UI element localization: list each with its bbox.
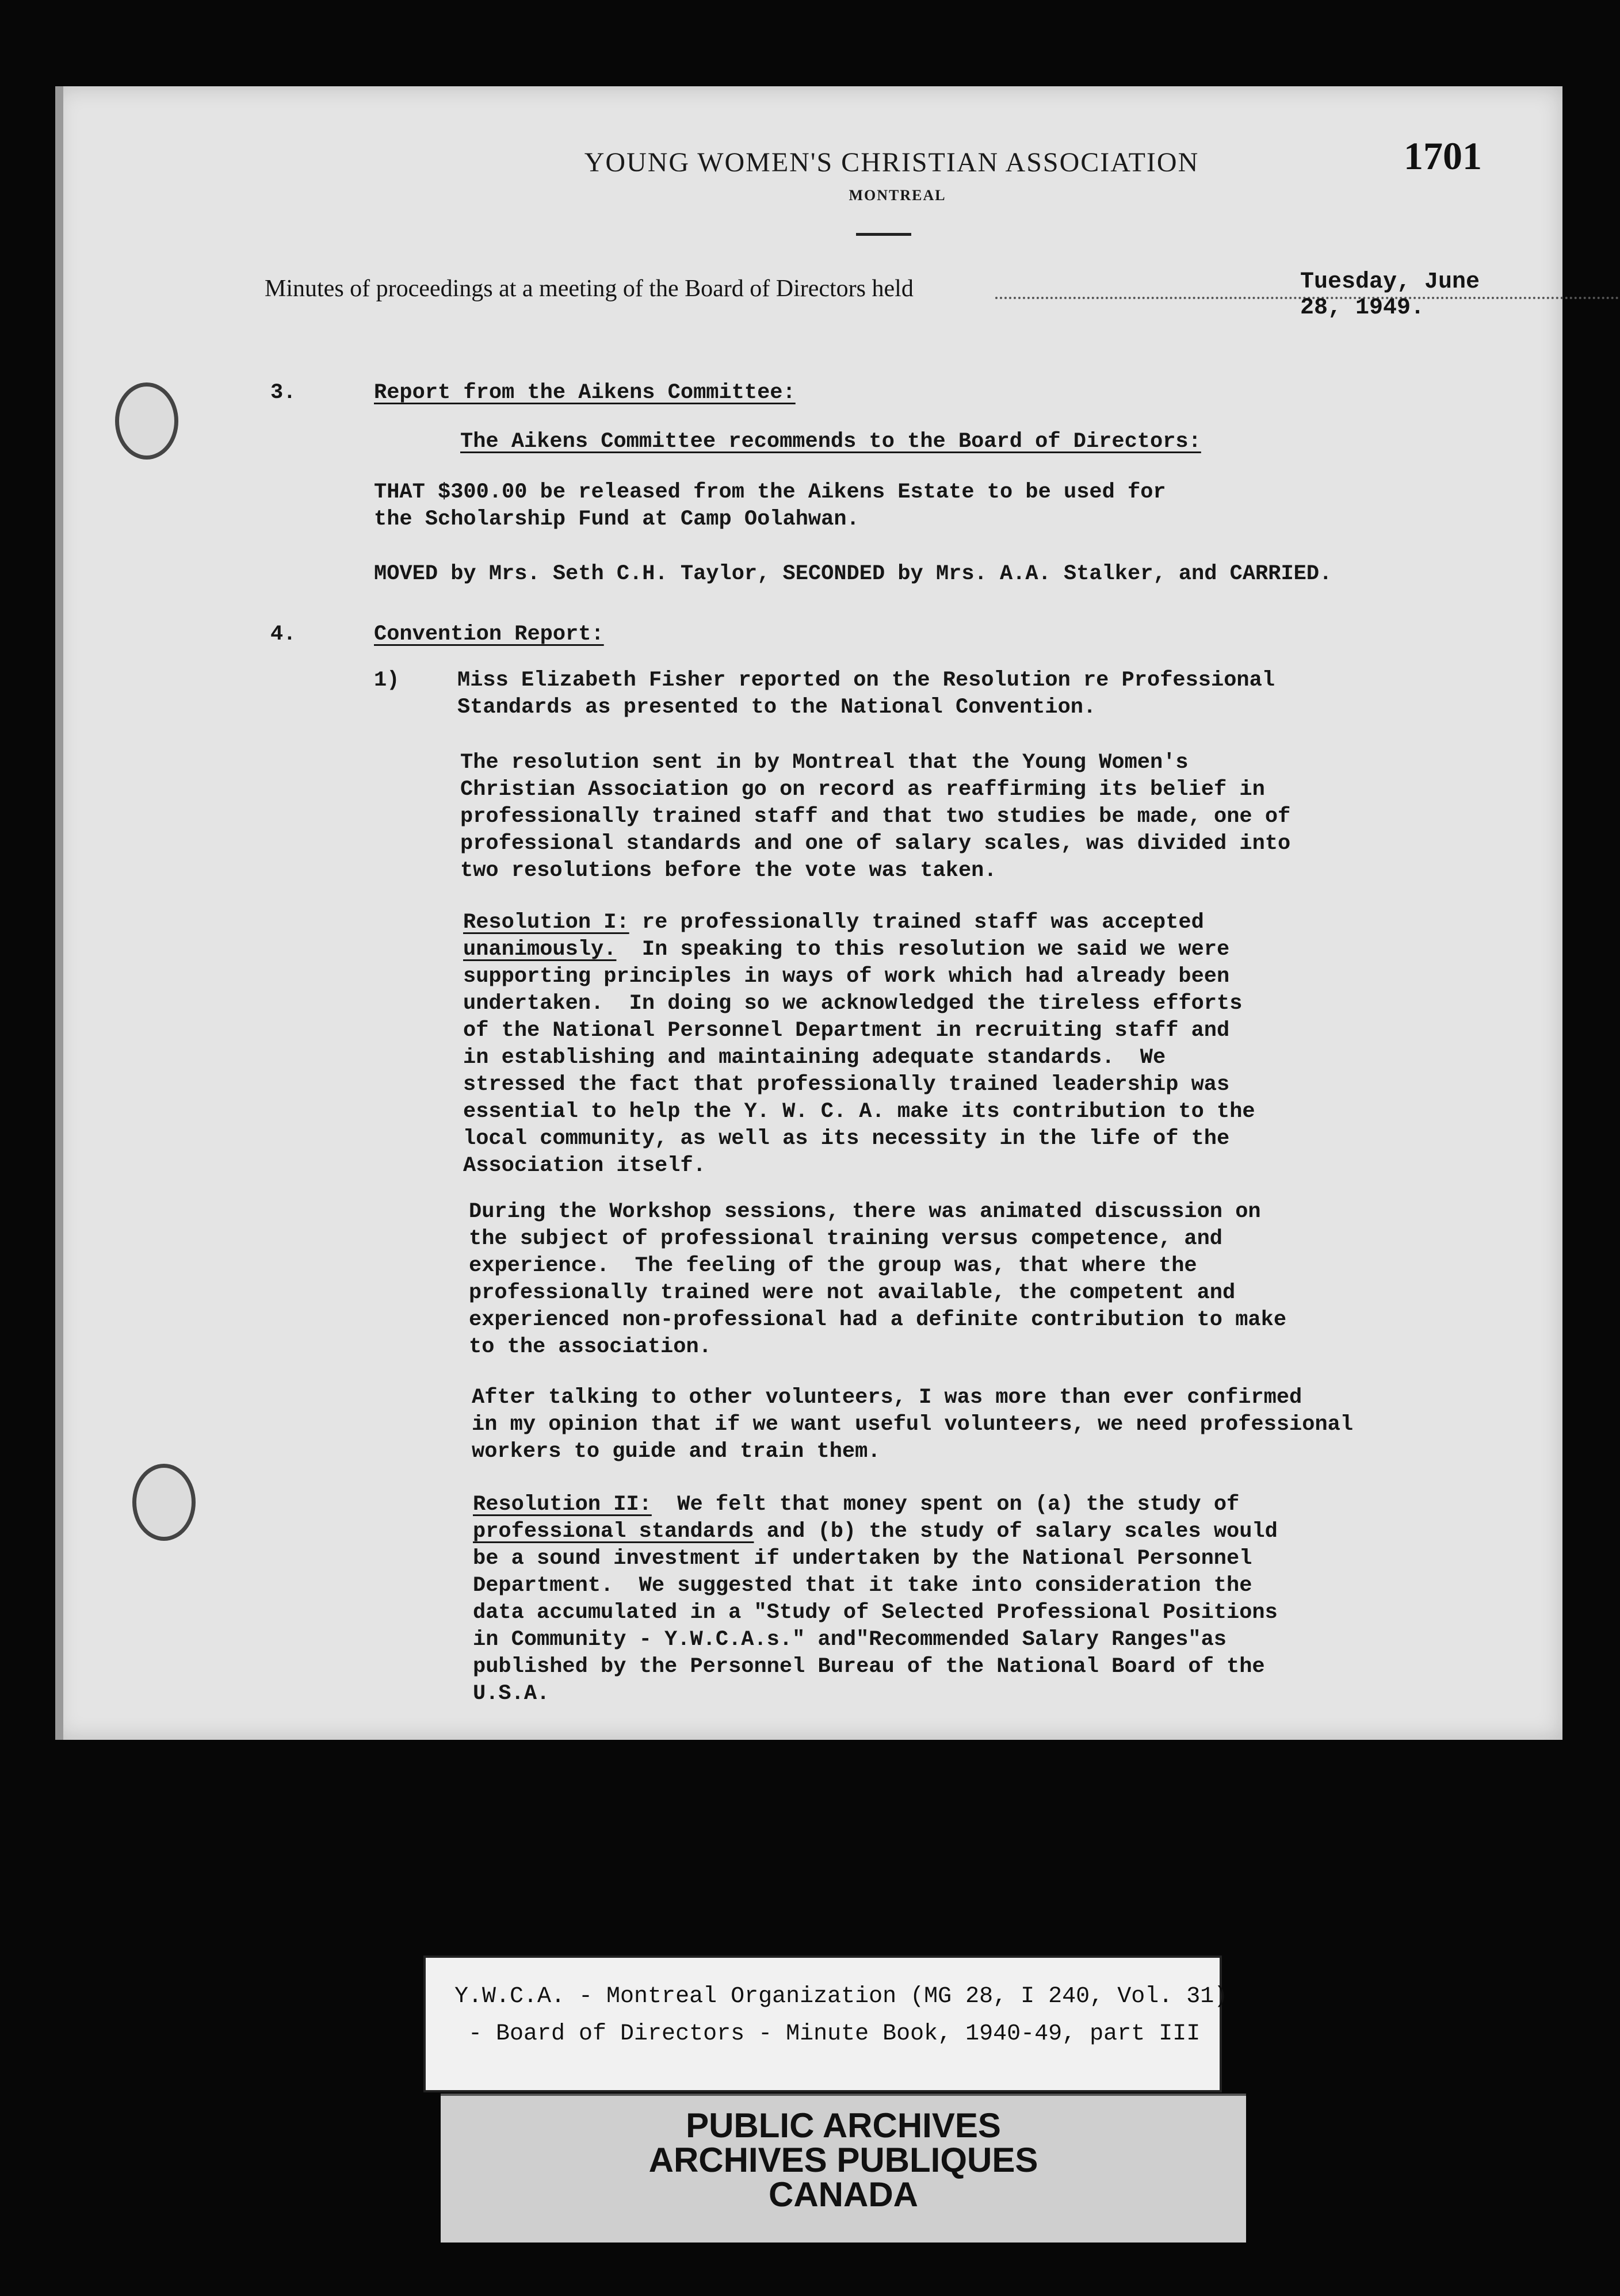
resolution-1-label: Resolution I: [463, 910, 629, 935]
resolution-2-line [473, 1491, 1239, 1518]
text-line: The resolution sent in by Montreal that the Young Women's [460, 751, 1189, 775]
resolution-2-line [473, 1518, 1278, 1545]
item-heading-3: Report from the Aikens Committee: [374, 381, 796, 405]
text-line: the Scholarship Fund at Camp Oolahwan. [374, 507, 859, 531]
punch-hole-bottom [132, 1464, 196, 1541]
text-line: be a sound investment if undertaken by the National Personnel [473, 1547, 1252, 1571]
text-line: in establishing and maintaining adequate standards. We [463, 1046, 1166, 1070]
item-number-4: 4. [270, 622, 296, 646]
text-line: During the Workshop sessions, there was animated discussion on [469, 1200, 1261, 1224]
text-line: workers to guide and train them. [472, 1440, 881, 1464]
text-line: essential to help the Y. W. C. A. make its contribution to the [463, 1100, 1255, 1124]
item-heading-4: Convention Report: [374, 622, 604, 646]
archives-stamp [441, 2094, 1246, 2243]
text-line: stressed the fact that professionally trained leadership was [463, 1073, 1230, 1097]
archives-stamp-line-2: ARCHIVES PUBLIQUES [648, 2141, 1038, 2179]
archive-reference-line-1: Y.W.C.A. - Montreal Organization (MG 28, I 240, Vol. 31) [454, 1984, 1228, 2010]
text-line: professionally trained were not available, the competent and [469, 1281, 1236, 1305]
text-line: Christian Association go on record as reaffirming its belief in [460, 778, 1265, 802]
text-line: Standards as presented to the National Convention. [457, 695, 1096, 720]
text-line: U.S.A. [473, 1682, 550, 1706]
text-line: After talking to other volunteers, I was more than ever confirmed [472, 1386, 1302, 1410]
resolution-2-label: Resolution II: [473, 1493, 652, 1517]
resolution-1-line [463, 909, 1204, 936]
text-line: THAT $300.00 be released from the Aikens Estate to be used for [374, 480, 1166, 504]
text-line: local community, as well as its necessity in the life of the [463, 1127, 1230, 1151]
page-edge [55, 86, 63, 1740]
text-line: to the association. [469, 1335, 712, 1359]
letterhead-rule [856, 233, 911, 236]
organization-city: MONTREAL [849, 187, 946, 204]
resolution-1-line [463, 936, 1229, 963]
text-line: undertaken. In doing so we acknowledged the tireless efforts [463, 992, 1243, 1016]
text-line: professional standards and one of salary scales, was divided into [460, 832, 1291, 856]
archives-stamp-line-3: CANADA [769, 2175, 918, 2214]
page-number: 1701 [1404, 134, 1482, 178]
archive-reference-line-2: - Board of Directors - Minute Book, 1940-49, part III [454, 2021, 1201, 2047]
item-subheading-3: The Aikens Committee recommends to the Board of Directors: [460, 430, 1201, 454]
minutes-intro: Minutes of proceedings at a meeting of the Board of Directors held [265, 275, 914, 302]
organization-name: YOUNG WOMEN'S CHRISTIAN ASSOCIATION [584, 147, 1199, 178]
text-line: in my opinion that if we want useful volunteers, we need professional [472, 1413, 1354, 1437]
motion-text: MOVED by Mrs. Seth C.H. Taylor, SECONDED by Mrs. A.A. Stalker, and CARRIED. [374, 562, 1332, 586]
text-line: two resolutions before the vote was taken. [460, 859, 997, 883]
resolution-2-text: We felt that money spent on (a) the study of [651, 1493, 1240, 1517]
punch-hole-top [115, 382, 178, 460]
text-line: data accumulated in a "Study of Selected Professional Positions [473, 1601, 1278, 1625]
text-line: Miss Elizabeth Fisher reported on the Resolution re Professional [457, 668, 1275, 692]
text-line: of the National Personnel Department in recruiting staff and [463, 1019, 1230, 1043]
text-line: experience. The feeling of the group was, that where the [469, 1254, 1197, 1278]
resolution-1-text: In speaking to this resolution we said we were [616, 937, 1230, 962]
sub-item-number: 1) [374, 668, 400, 692]
minutes-header [265, 269, 1501, 321]
unanimously-label: unanimously. [463, 937, 617, 962]
text-line: in Community - Y.W.C.A.s." and"Recommended Salary Ranges"as [473, 1628, 1227, 1652]
professional-standards-label: professional standards [473, 1520, 754, 1544]
item-number-3: 3. [270, 381, 296, 405]
archives-stamp-line-1: PUBLIC ARCHIVES [686, 2106, 1001, 2145]
resolution-1-text: re professionally trained staff was accepted [629, 910, 1204, 935]
archive-reference-label [423, 1956, 1228, 2092]
meeting-date: Tuesday, June 28, 1949. [1300, 269, 1480, 321]
text-line: professionally trained staff and that two studies be made, one of [460, 805, 1291, 829]
text-line: the subject of professional training versus competence, and [469, 1227, 1223, 1251]
text-line: published by the Personnel Bureau of the National Board of the [473, 1655, 1265, 1679]
text-line: experienced non-professional had a definite contribution to make [469, 1308, 1287, 1332]
text-line: supporting principles in ways of work which had already been [463, 965, 1230, 989]
text-line: Association itself. [463, 1154, 706, 1178]
resolution-2-text: and (b) the study of salary scales would [754, 1520, 1278, 1544]
text-line: Department. We suggested that it take into consideration the [473, 1574, 1252, 1598]
